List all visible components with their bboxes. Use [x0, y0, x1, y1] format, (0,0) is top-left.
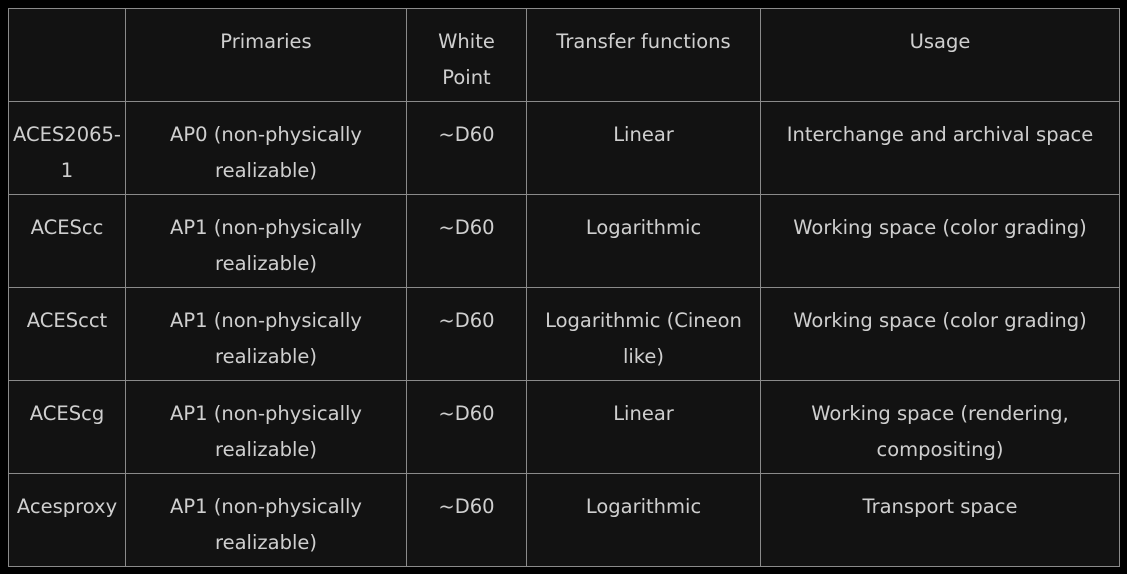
table-row: [9, 102, 1120, 195]
header-transfer-functions: Transfer functions: [527, 9, 761, 102]
cell-usage: Transport space: [761, 474, 1120, 567]
table-header-row: [9, 9, 1120, 102]
header-usage: Usage: [761, 9, 1120, 102]
cell-primaries: AP1 (non-physically realizable): [126, 195, 407, 288]
cell-transfer-function: Linear: [527, 102, 761, 195]
aces-colorspace-table: [8, 8, 1120, 567]
cell-colorspace: Acesproxy: [9, 474, 126, 567]
table-row: [9, 288, 1120, 381]
cell-transfer-function: Linear: [527, 381, 761, 474]
cell-transfer-function: Logarithmic (Cineon like): [527, 288, 761, 381]
header-empty: [9, 9, 126, 102]
cell-colorspace: ACES2065-1: [9, 102, 126, 195]
cell-white-point: ~D60: [407, 288, 527, 381]
cell-primaries: AP1 (non-physically realizable): [126, 288, 407, 381]
cell-white-point: ~D60: [407, 195, 527, 288]
table-row: [9, 381, 1120, 474]
table-row: [9, 474, 1120, 567]
cell-transfer-function: Logarithmic: [527, 195, 761, 288]
cell-white-point: ~D60: [407, 474, 527, 567]
header-primaries: Primaries: [126, 9, 407, 102]
cell-primaries: AP1 (non-physically realizable): [126, 381, 407, 474]
cell-transfer-function: Logarithmic: [527, 474, 761, 567]
cell-usage: Working space (color grading): [761, 288, 1120, 381]
cell-usage: Interchange and archival space: [761, 102, 1120, 195]
table-row: [9, 195, 1120, 288]
cell-usage: Working space (color grading): [761, 195, 1120, 288]
cell-colorspace: ACEScc: [9, 195, 126, 288]
header-white-point: White Point: [407, 9, 527, 102]
cell-usage: Working space (rendering, compositing): [761, 381, 1120, 474]
cell-primaries: AP0 (non-physically realizable): [126, 102, 407, 195]
cell-colorspace: ACEScct: [9, 288, 126, 381]
cell-primaries: AP1 (non-physically realizable): [126, 474, 407, 567]
cell-white-point: ~D60: [407, 102, 527, 195]
cell-white-point: ~D60: [407, 381, 527, 474]
cell-colorspace: ACEScg: [9, 381, 126, 474]
